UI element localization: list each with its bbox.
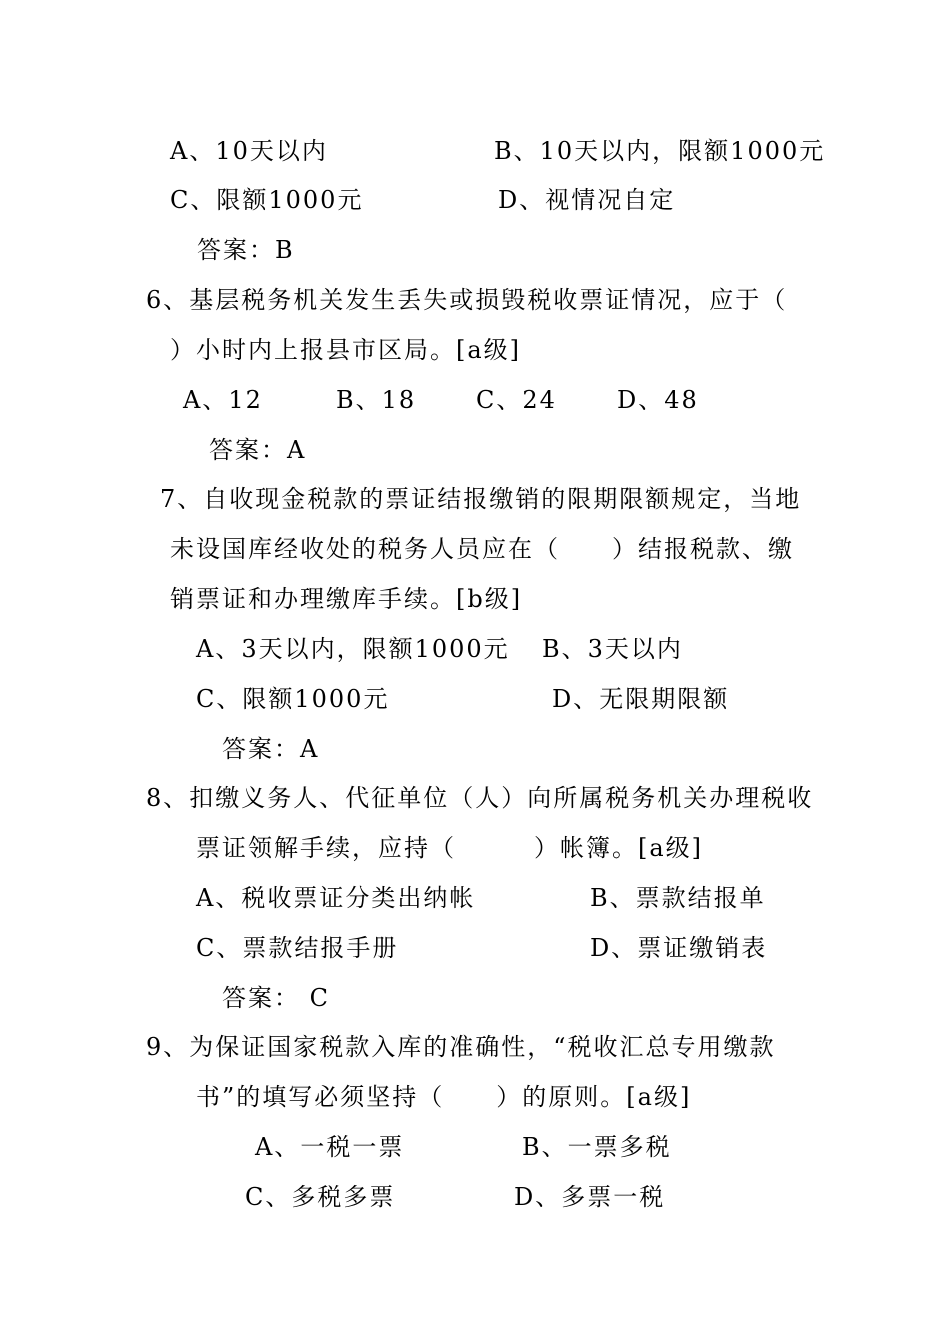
q7-answer: 答案：A — [222, 735, 320, 763]
q9-option-b: B、一票多税 — [522, 1133, 672, 1161]
q6-option-d: D、48 — [617, 386, 699, 414]
q9-option-d: D、多票一税 — [514, 1183, 666, 1211]
q8-option-d: D、票证缴销表 — [590, 934, 768, 962]
q8-option-a: A、税收票证分类出纳帐 — [196, 884, 476, 912]
q7-option-a: A、3天以内，限额1000元 — [196, 635, 510, 663]
q9-option-a: A、一税一票 — [255, 1133, 405, 1161]
q5-option-a: A、10天以内 — [170, 137, 328, 165]
q7-option-b: B、3天以内 — [542, 635, 683, 663]
q9-text-line1: 9、为保证国家税款入库的准确性，“税收汇总专用缴款 — [146, 1033, 776, 1061]
q6-text-line1: 6、基层税务机关发生丢失或损毁税收票证情况，应于（ — [146, 286, 788, 314]
q8-option-b: B、票款结报单 — [590, 884, 766, 912]
q7-text-line2: 未设国库经收处的税务人员应在（ ）结报税款、缴 — [170, 535, 794, 563]
q6-text-line2: ）小时内上报县市区局。[a级] — [170, 336, 522, 364]
q9-option-c: C、多税多票 — [245, 1183, 396, 1211]
q8-text-line2: 票证领解手续，应持（ ）帐簿。[a级] — [196, 834, 704, 862]
q6-option-c: C、24 — [476, 386, 557, 414]
q5-option-d: D、视情况自定 — [498, 186, 676, 214]
q6-option-a: A、12 — [183, 386, 263, 414]
q7-option-d: D、无限期限额 — [552, 685, 730, 713]
q7-text-line3: 销票证和办理缴库手续。[b级] — [170, 585, 523, 613]
q9-text-line2: 书”的填写必须坚持（ ）的原则。[a级] — [196, 1083, 692, 1111]
q8-answer: 答案： C — [222, 984, 330, 1012]
q8-option-c: C、票款结报手册 — [196, 934, 399, 962]
q6-answer: 答案：A — [209, 436, 307, 464]
q6-option-b: B、18 — [336, 386, 417, 414]
q5-option-b: B、10天以内，限额1000元 — [494, 137, 826, 165]
q8-text-line1: 8、扣缴义务人、代征单位（人）向所属税务机关办理税收 — [146, 784, 814, 812]
q7-text-line1: 7、自收现金税款的票证结报缴销的限期限额规定，当地 — [160, 485, 802, 513]
q7-option-c: C、限额1000元 — [196, 685, 390, 713]
q5-answer: 答案：B — [197, 236, 295, 264]
q5-option-c: C、限额1000元 — [170, 186, 364, 214]
